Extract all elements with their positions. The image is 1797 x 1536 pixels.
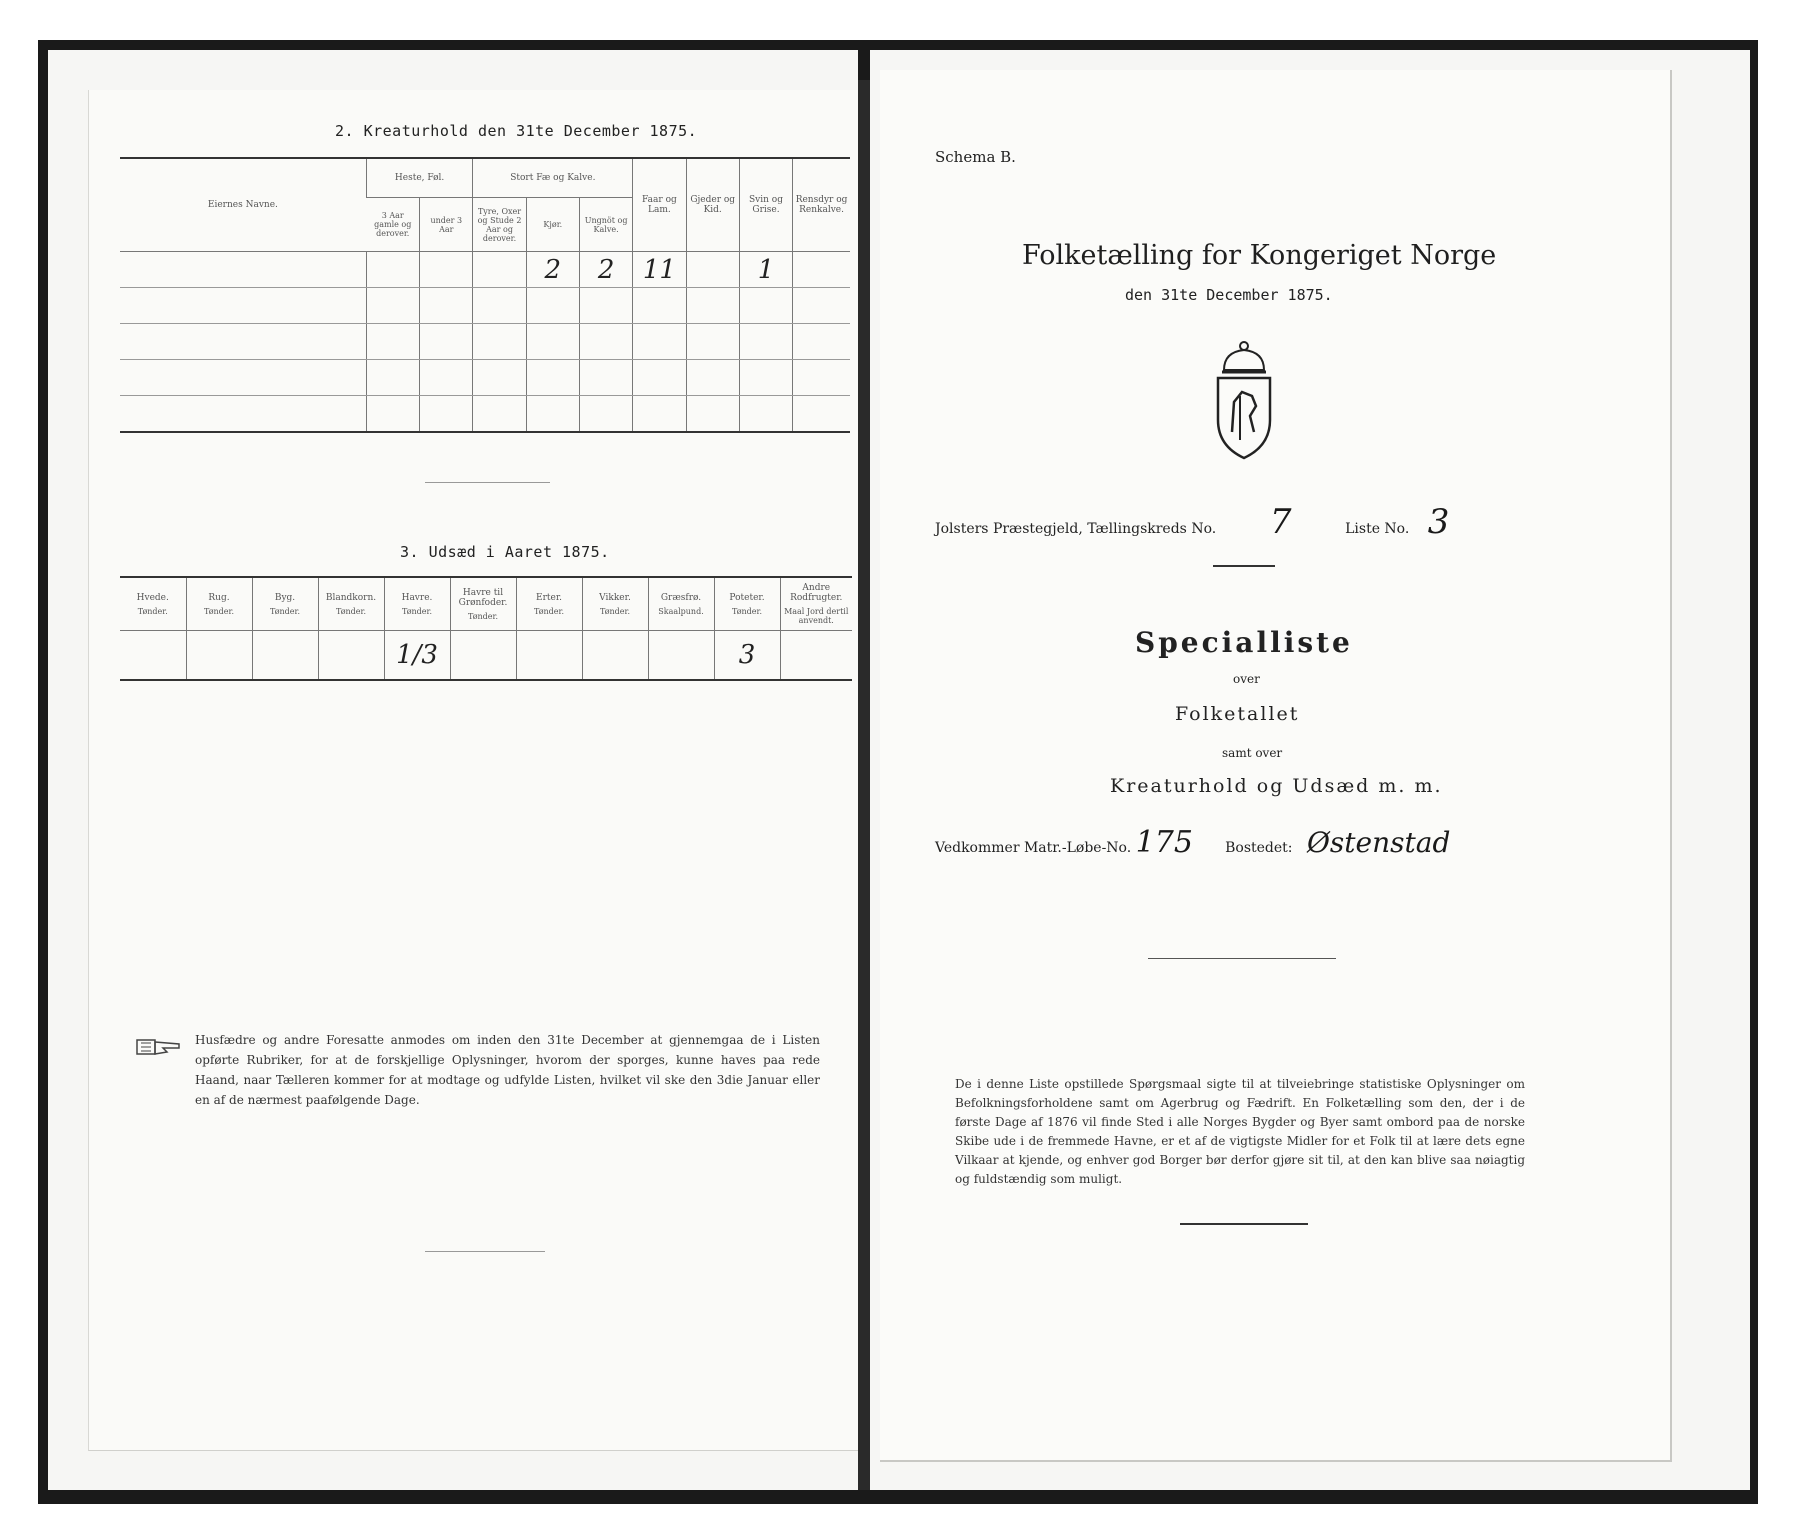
table-row	[120, 252, 850, 288]
seed-col-header	[186, 577, 252, 631]
seed-col-name: Poteter.	[729, 592, 765, 603]
seed-col-unit: Tønder.	[401, 606, 433, 616]
seed-col-header	[780, 577, 852, 631]
seed-col-header	[648, 577, 714, 631]
book-gutter	[858, 80, 870, 1490]
kjor-value: 2	[526, 252, 579, 288]
over-label: over	[1233, 672, 1260, 686]
seed-col-name: Græsfrø.	[660, 592, 702, 603]
seed-value: 3	[714, 631, 780, 681]
seed-value	[516, 631, 582, 681]
seed-col-unit: Tønder.	[137, 606, 168, 616]
seed-col-name: Rug.	[208, 592, 230, 603]
col-stort-header: Stort Fæ og Kalve.	[473, 158, 633, 198]
col-heste-header: Heste, Føl.	[366, 158, 473, 198]
seed-value	[186, 631, 252, 681]
seed-value	[450, 631, 516, 681]
seed-col-name: Byg.	[274, 592, 296, 603]
seed-col-unit: Tønder.	[533, 606, 565, 616]
seed-col-header	[516, 577, 582, 631]
col-faar-header: Faar og Lam.	[633, 158, 686, 252]
seed-col-header	[450, 577, 516, 631]
seed-col-name: Havre til Grønfoder.	[458, 587, 508, 608]
census-date: den 31te December 1875.	[1125, 286, 1333, 304]
seed-col-unit: Skaalpund.	[658, 606, 704, 616]
seed-value: 1/3	[384, 631, 450, 681]
seed-col-header	[318, 577, 384, 631]
pointing-hand-icon	[135, 1036, 183, 1058]
bostedet-label: Bostedet:	[1225, 840, 1293, 856]
table-row	[120, 360, 850, 396]
seed-col-header	[384, 577, 450, 631]
matr-line	[935, 825, 1450, 860]
seed-col-unit: Tønder.	[203, 606, 235, 616]
notice-text: Husfædre og andre Foresatte anmodes om inden den 31te December at gjennemgaa de i Listen opførte Rubriker, for at de forskjellige Oplysninger, hvorom der sporges, kunne haves paa rede Haand, naar Tælleren kommer for at modtage og udfylde Listen, hvilket vil ske den 3die Januar eller en af de nærmest paafølgende Dage.	[195, 1033, 820, 1107]
seed-col-name: Hvede.	[136, 592, 169, 603]
divider	[425, 1251, 545, 1252]
seed-col-name: Andre Rodfrugter.	[790, 583, 843, 603]
seed-value	[582, 631, 648, 681]
liste-value: 3	[1427, 502, 1450, 542]
section2-heading: 2. Kreaturhold den 31te December 1875.	[335, 122, 698, 140]
seed-col-name: Blandkorn.	[325, 592, 377, 603]
seed-col-header	[120, 577, 186, 631]
col-heste-b-header: under 3 Aar	[420, 198, 473, 252]
seed-value	[120, 631, 186, 681]
col-owner-header: Eiernes Navne.	[120, 158, 366, 252]
matr-value: 175	[1135, 825, 1193, 860]
seed-col-unit: Tønder.	[467, 611, 499, 621]
table-row	[120, 324, 850, 360]
intro-paragraph: De i denne Liste opstillede Spørgsmaal sigte til at tilveiebringe statistiske Oplysninger om Befolkningsforholdene samt om Agerbrug og Fædrift. En Folketælling som den, der i de første Dage af 1876 vil finde Sted i alle Norges Bygder og Byer samt ombord paa de norske Skibe ude i de fremmede Havne, er et af de vigtigste Midler for et Folk til at lære dets egne Vilkaar at kjende, og enhver god Borger bør derfor gjøre sit til, at den kan blive saa nøiagtig og fuldstændig som muligt.	[955, 1077, 1525, 1186]
kreds-label: Tællingskreds No.	[1087, 521, 1217, 537]
coat-of-arms-icon	[1210, 340, 1278, 462]
divider	[1180, 1223, 1308, 1225]
seed-col-unit: Maal Jord dertil anvendt.	[784, 607, 849, 625]
col-gjeder-header: Gjeder og Kid.	[686, 158, 739, 252]
seed-col-unit: Tønder.	[599, 606, 631, 616]
matr-label: Vedkommer Matr.-Løbe-No.	[935, 840, 1132, 856]
kreds-value: 7	[1269, 502, 1292, 542]
section3-heading: 3. Udsæd i Aaret 1875.	[400, 543, 610, 561]
seed-col-unit: Tønder.	[731, 606, 763, 616]
table-row	[120, 396, 850, 433]
seed-col-name: Erter.	[536, 592, 562, 603]
seed-table	[120, 576, 852, 681]
seed-col-name: Havre.	[401, 592, 433, 603]
bostedet-value: Østenstad	[1306, 826, 1451, 859]
svin-value: 1	[739, 252, 792, 288]
folketallet-label: Folketallet	[1175, 703, 1300, 725]
page-title: Folketælling for Kongeriget Norge	[1022, 240, 1497, 271]
livestock-table	[120, 157, 850, 433]
divider	[1148, 958, 1336, 959]
seed-col-unit: Tønder.	[335, 606, 367, 616]
prestegjeld-label: Jolsters Præstegjeld,	[935, 521, 1083, 537]
col-svin-header: Svin og Grise.	[739, 158, 792, 252]
ungnot-value: 2	[579, 252, 632, 288]
specialliste-title: Specialliste	[1135, 626, 1353, 659]
faar-value: 11	[633, 252, 686, 288]
liste-label: Liste No.	[1345, 521, 1410, 537]
right-page-sheet	[880, 70, 1672, 1462]
location-line	[935, 502, 1449, 542]
seed-col-header	[252, 577, 318, 631]
seed-col-unit: Tønder.	[269, 606, 301, 616]
table-row	[120, 288, 850, 324]
schema-label: Schema B.	[935, 148, 1016, 166]
col-heste-a-header: 3 Aar gamle og derover.	[366, 198, 419, 252]
divider	[1213, 565, 1275, 567]
seed-value	[648, 631, 714, 681]
kreaturhold-label: Kreaturhold og Udsæd m. m.	[1110, 775, 1443, 797]
seed-col-header	[582, 577, 648, 631]
seed-col-name: Vikker.	[599, 592, 631, 603]
divider	[425, 482, 550, 483]
seed-value	[780, 631, 852, 681]
seed-value	[318, 631, 384, 681]
seed-col-header	[714, 577, 780, 631]
col-rensdyr-header: Rensdyr og Renkalve.	[793, 158, 850, 252]
col-stort-a-header: Tyre, Oxer og Stude 2 Aar og derover.	[473, 198, 526, 252]
col-stort-b-header: Kjør.	[526, 198, 579, 252]
seed-value	[252, 631, 318, 681]
col-stort-c-header: Ungnöt og Kalve.	[579, 198, 632, 252]
samt-over-label: samt over	[1222, 746, 1283, 760]
